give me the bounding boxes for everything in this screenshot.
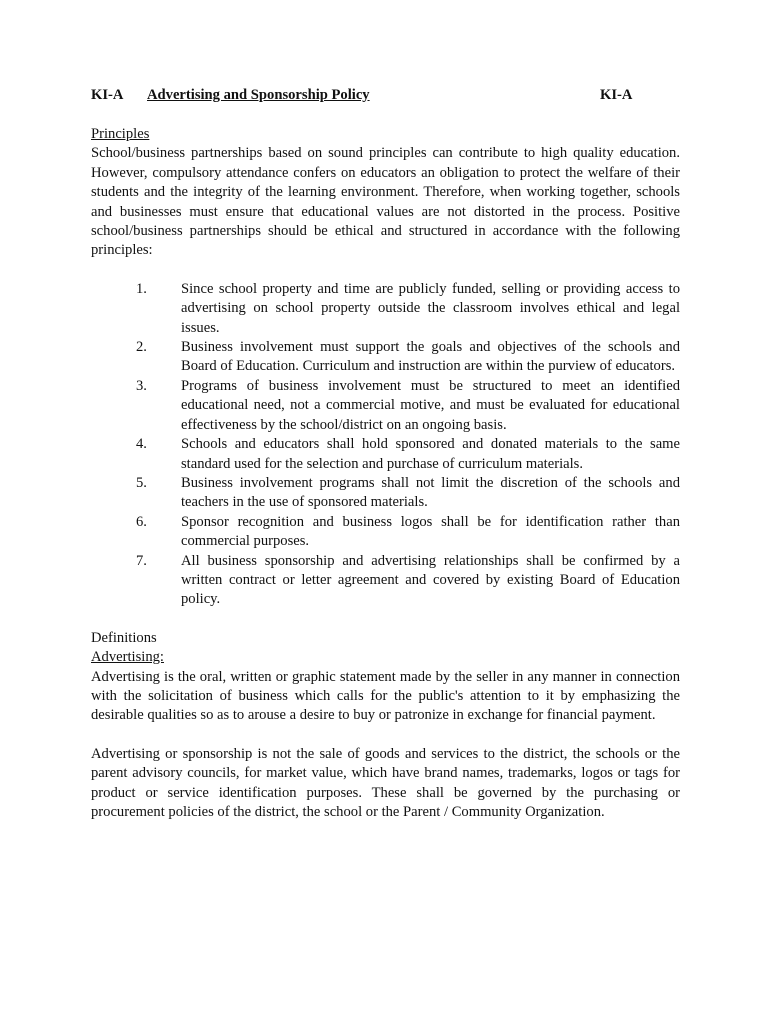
principle-text: Programs of business involvement must be structured to meet an identified educational need, not a commercial motive, and must be evaluated for educational effectiveness by the school/district on an ongoing basis. [181, 377, 680, 433]
principle-number: 7. [136, 552, 147, 569]
principle-item [91, 513, 680, 552]
policy-title: Advertising and Sponsorship Policy [147, 87, 370, 103]
principle-item [91, 474, 680, 513]
principle-number: 4. [136, 436, 147, 453]
principle-item [91, 280, 680, 338]
principle-text: Schools and educators shall hold sponsored and donated materials to the same standard used for the selection and purchase of curriculum materials. [181, 436, 680, 472]
policy-code-right: KI-A [600, 87, 633, 103]
principle-item [91, 435, 680, 474]
policy-document [91, 86, 680, 822]
principle-text: Business involvement programs shall not limit the discretion of the schools and teachers in the use of sponsored materials. [181, 474, 680, 511]
policy-header [91, 86, 680, 106]
principle-item [91, 377, 680, 435]
principle-item [91, 552, 680, 610]
principles-list [91, 280, 680, 610]
principles-intro: School/business partnerships based on sound principles can contribute to high quality education. However, compulsory attendance confers on educators an obligation to protect the welfare of their students and the integrity of the learning environment. Therefore, when working together, schools and businesses must ensure that educational values are not distorted in the process. Positive school/business partnerships should be ethical and structured in accordance with the following principles: [91, 145, 680, 259]
principle-number: 1. [136, 280, 147, 297]
principle-text: Since school property and time are publicly funded, selling or providing access to advertising on school property outside the classroom involves ethical and legal issues. [181, 280, 680, 336]
principle-text: Business involvement must support the goals and objectives of the schools and Board of Education. Curriculum and instruction are within the purview of educators. [181, 339, 680, 375]
definitions-heading: Definitions [91, 629, 157, 646]
principle-number: 6. [136, 513, 147, 530]
advertising-exclusion: Advertising or sponsorship is not the sale of goods and services to the district, the schools or the parent advisory councils, for market value, which have brand names, trademarks, logos or tags for product or service identification purposes. These shall be governed by the purchasing or procurement policies of the district, the school or the Parent / Community Organization. [91, 745, 680, 820]
principles-heading: Principles [91, 126, 150, 142]
policy-code-left: KI-A [91, 87, 124, 103]
principle-item [91, 338, 680, 377]
principle-number: 5. [136, 474, 147, 491]
principle-text: Sponsor recognition and business logos shall be for identification rather than commercial purposes. [181, 513, 680, 550]
principle-number: 3. [136, 377, 147, 394]
principle-number: 2. [136, 339, 147, 356]
principle-text: All business sponsorship and advertising relationships shall be confirmed by a written contract or letter agreement and covered by existing Board of Education policy. [181, 552, 680, 608]
advertising-definition: Advertising is the oral, written or graphic statement made by the seller in any manner in connection with the solicitation of business which calls for the public's attention to it by emphasizing the desirable qualities so as to arouse a desire to buy or patronize in exchange for financial payment. [91, 668, 680, 724]
advertising-term: Advertising: [91, 649, 164, 666]
